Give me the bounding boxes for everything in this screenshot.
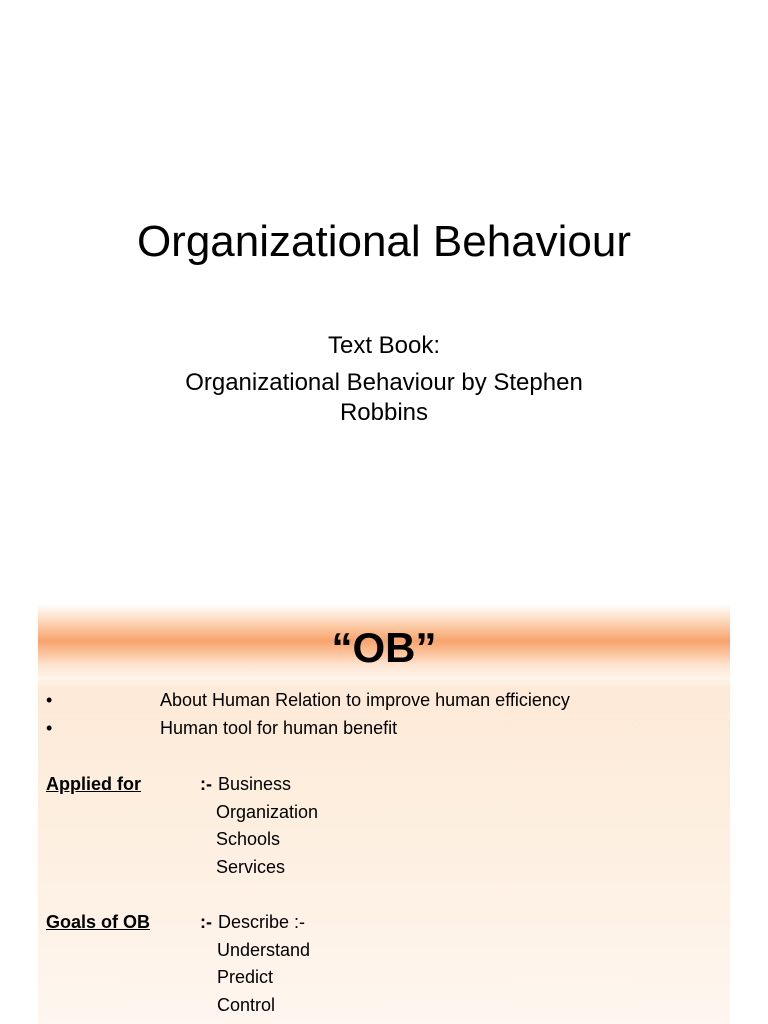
textbook-name-line2: Robbins bbox=[339, 399, 429, 426]
textbook-name-line1: Organizational Behaviour by Stephen bbox=[185, 369, 583, 396]
bullet-text: About Human Relation to improve human efficiency bbox=[160, 690, 570, 710]
ob-slide bbox=[38, 604, 730, 1024]
goals-item: Control bbox=[217, 995, 276, 1015]
bullet-marker: • bbox=[46, 718, 53, 738]
ob-slide-title: “OB” bbox=[331, 624, 437, 671]
textbook-label: Text Book: bbox=[327, 332, 441, 359]
applied-for-item: Schools bbox=[216, 829, 281, 849]
applied-for-label: Applied for bbox=[46, 774, 141, 794]
goals-label: Goals of OB bbox=[46, 912, 151, 932]
goals-separator: :- bbox=[200, 912, 212, 932]
applied-for-item: Business bbox=[218, 774, 292, 794]
applied-for-separator: :- bbox=[200, 774, 212, 794]
applied-for-item: Services bbox=[216, 857, 286, 877]
slide-title: Organizational Behaviour bbox=[136, 217, 632, 266]
goals-item: Describe :- bbox=[218, 912, 306, 932]
bullet-marker: • bbox=[46, 690, 53, 710]
goals-item: Understand bbox=[217, 940, 311, 960]
bullet-text: Human tool for human benefit bbox=[160, 718, 398, 738]
goals-item: Predict bbox=[217, 967, 274, 987]
applied-for-item: Organization bbox=[216, 802, 319, 822]
